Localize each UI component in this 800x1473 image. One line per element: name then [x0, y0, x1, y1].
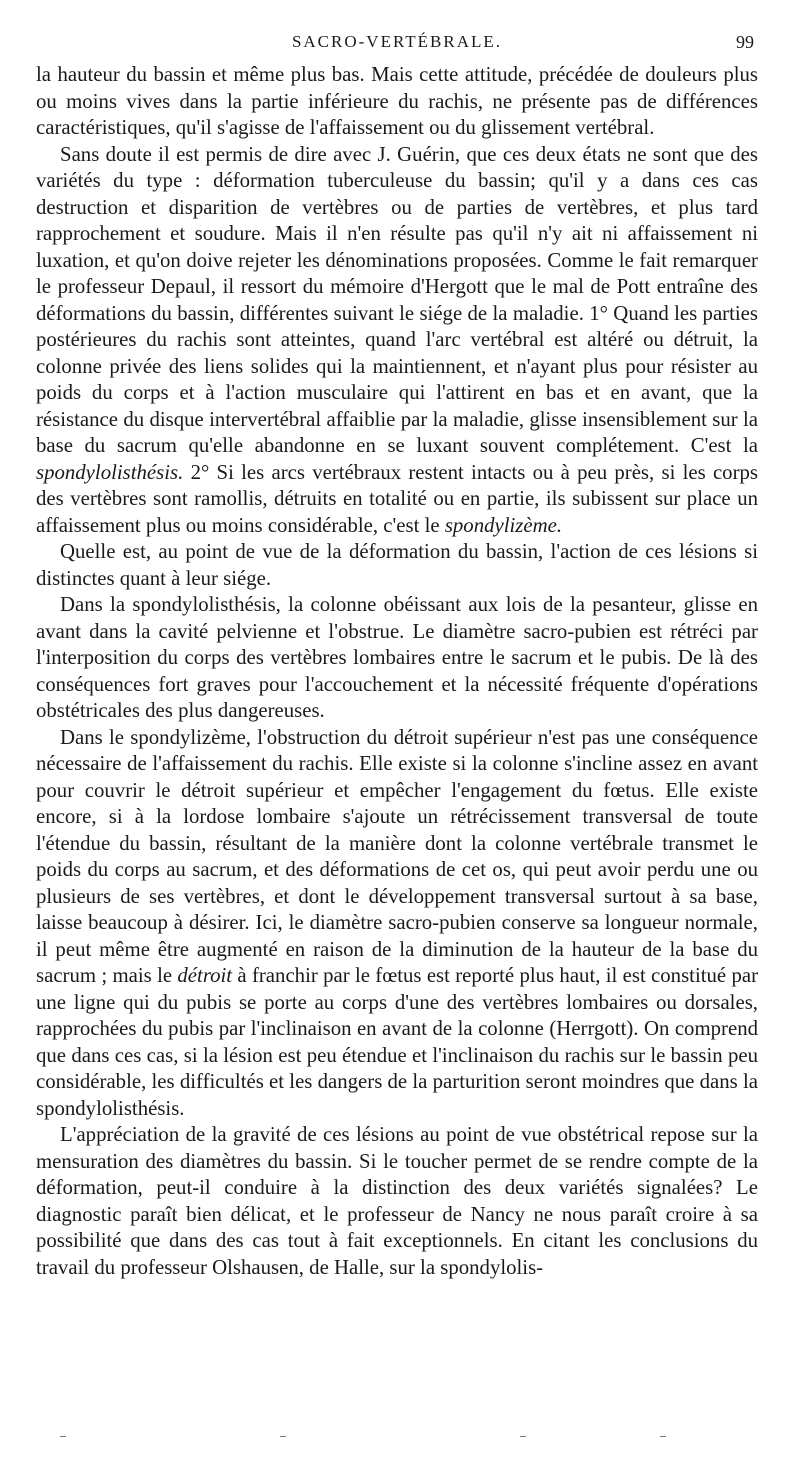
paragraph	[36, 539, 758, 592]
text-run: 2° Si les arcs vertébraux restent intacts ou à peu près, si les corps des vertèbres sont ramollis, détruits en totalité ou en partie, ils subissent sur place un affaissement plus ou moins considérable, c'est le	[36, 460, 758, 537]
scan-speck	[280, 1436, 286, 1437]
text-run: Dans le spondylizème, l'obstruction du détroit supérieur n'est pas une conséquence nécessaire de l'affaissement du rachis. Elle existe si la colonne s'incline assez en avant pour couvrir le détroit supérieur et empêcher l'engagement du fœtus. Elle existe encore, si à la lordose lombaire s'ajoute un rétrécissement transversal de toute l'étendue du bassin, résultant de la manière dont la colonne vertébrale transmet le poids du corps au sacrum, et des déformations de cet os, qui peut avoir perdu une ou plusieurs de ses vertèbres, et dont le développement transversal surtout à sa base, laisse beaucoup à désirer. Ici, le diamètre sacro-pubien conserve sa longueur normale, il peut même être augmenté en raison de la diminution de la hauteur de la base du sacrum ; mais le	[36, 725, 758, 987]
paragraph	[36, 592, 758, 725]
paragraph	[36, 725, 758, 1123]
page-number: 99	[736, 32, 754, 52]
text-run: à franchir par le fœtus est reporté plus haut, il est constitué par une ligne qui du pubis se porte au corps d'une des vertèbres lombaires ou dorsales, rapprochées du pubis par l'inclinaison en avant de la colonne (Herrgott). On comprend que dans ces cas, si la lésion est peu étendue et l'inclinaison du rachis sur le bassin peu considérable, les difficultés et les dangers de la parturition seront moindres que dans la spondylolisthésis.	[36, 964, 759, 1120]
scan-speck	[60, 1436, 66, 1437]
italic-term: spondylizème.	[444, 513, 563, 537]
text-run: Quelle est, au point de vue de la déformation du bassin, l'action de ces lésions si distinctes quant à leur siége.	[36, 540, 758, 590]
text-run: la hauteur du bassin et même plus bas. Mais cette attitude, précédée de douleurs plus ou moins vives dans la partie inférieure du rachis, ne présente pas de différences caractéristiques, qu'il s'agisse de l'affaissement ou du glissement vertébral.	[36, 63, 758, 139]
text-run: Dans la spondylolisthésis, la colonne obéissant aux lois de la pesanteur, glisse en avant dans la cavité pelvienne et l'obstrue. Le diamètre sacro-pubien est rétréci par l'interposition du corps des vertèbres lombaires entre le sacrum et le pubis. De là des conséquences fort graves pour l'accouchement et la nécessité fréquente d'opérations obstétricales des plus dangereuses.	[36, 593, 758, 722]
running-head	[36, 28, 758, 58]
book-page	[36, 28, 758, 1281]
paragraph	[36, 1122, 758, 1281]
scan-marks	[60, 1436, 740, 1444]
paragraph	[36, 142, 758, 540]
scan-speck	[520, 1436, 526, 1437]
body-text	[36, 62, 758, 1281]
text-run: L'appréciation de la gravité de ces lésions au point de vue obstétrical repose sur la mensuration des diamètres du bassin. Si le toucher permet de se rendre compte de la déformation, peut-il conduire à la distinction des deux variétés signalées? Le diagnostic paraît bien délicat, et le professeur de Nancy ne nous paraît croire à sa possibilité que dans des cas tout à fait exceptionnels. En citant les conclusions du travail du professeur Olshausen, de Halle, sur la spondylolis-	[36, 1123, 758, 1279]
italic-term: spondylolisthésis.	[36, 460, 184, 484]
text-run: Sans doute il est permis de dire avec J. Guérin, que ces deux états ne sont que des variétés du type : déformation tuberculeuse du bassin; qu'il y a dans ces cas destruction et disparition de vertèbres ou de parties de vertèbres, et plus tard rapprochement et soudure. Mais il n'en résulte pas qu'il n'y ait ni affaissement ni luxation, et qu'on doive rejeter les dénominations proposées. Comme le fait remarquer le professeur Depaul, il ressort du mémoire d'Hergott que le mal de Pott entraîne des déformations du bassin, différentes suivant le siége de la maladie. 1° Quand les parties postérieures du rachis sont atteintes, quand l'arc vertébral est altéré ou détruit, la colonne privée des liens solides qui la maintiennent, et n'ayant plus pour résister au poids du corps et à l'action musculaire qui l'attirent en bas et en avant, que la résistance du disque intervertébral affaiblie par la maladie, glisse insensiblement sur la base du sacrum qu'elle abandonne en se luxant souvent complétement. C'est la	[36, 142, 758, 457]
running-title: SACRO-VERTÉBRALE.	[291, 32, 503, 51]
italic-term: détroit	[177, 964, 233, 987]
paragraph	[36, 62, 758, 142]
scan-speck	[660, 1436, 666, 1437]
